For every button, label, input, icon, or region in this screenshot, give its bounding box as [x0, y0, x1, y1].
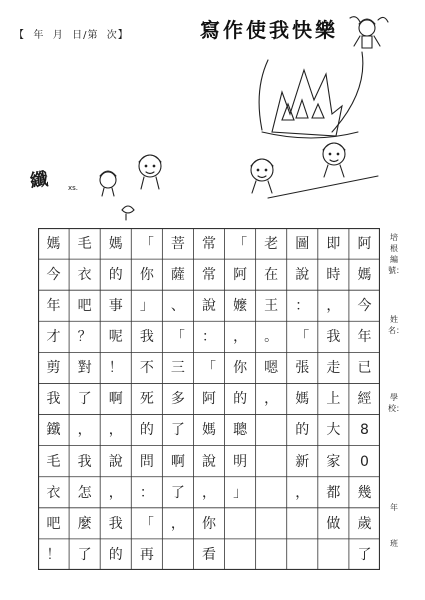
- essay-char: 的: [233, 391, 248, 408]
- essay-char: ！: [46, 546, 61, 563]
- essay-char: 剪: [46, 360, 61, 377]
- essay-char: 媽: [202, 422, 216, 439]
- doodle-arm-right: [332, 52, 363, 132]
- essay-char: 你: [202, 515, 216, 532]
- essay-char: 鐵: [46, 422, 61, 439]
- essay-char: 我: [108, 515, 123, 532]
- essay-char: 阿: [357, 236, 372, 252]
- doodle-ground-line: [268, 176, 378, 198]
- essay-char: 「: [170, 329, 185, 346]
- essay-char: 嗯: [264, 360, 279, 377]
- essay-char: 怎: [77, 484, 92, 501]
- essay-char: ，: [202, 484, 216, 501]
- essay-char: 常: [202, 236, 216, 252]
- doodle-bird: [122, 206, 134, 220]
- essay-char: 對: [77, 360, 92, 377]
- signature-nickname: 纖: [28, 168, 50, 193]
- essay-char: 菩: [170, 236, 185, 252]
- essay-char: 「: [233, 236, 248, 252]
- essay-char: 吧: [46, 515, 61, 532]
- doodle-illustration: [0, 0, 425, 230]
- doodle-face-left: [251, 159, 273, 193]
- side-label-class: 班: [390, 539, 398, 548]
- essay-column: [195, 229, 223, 571]
- essay-char: 阿: [202, 391, 216, 408]
- essay-char: 0: [359, 453, 369, 470]
- page-title: 寫作使我快樂: [200, 18, 338, 42]
- side-label-name: 姓名：: [388, 315, 404, 335]
- essay-char: 的: [295, 422, 310, 439]
- essay-char: 了: [77, 546, 92, 563]
- essay-column: [350, 229, 378, 571]
- essay-char: 、: [170, 298, 185, 315]
- essay-char: 張: [295, 360, 310, 377]
- essay-char: 王: [264, 298, 279, 315]
- essay-char: 再: [139, 546, 154, 563]
- side-label-code: 培根編號：: [388, 233, 404, 275]
- essay-column: [164, 229, 192, 540]
- essay-char: 常: [202, 267, 216, 284]
- essay-char: 的: [108, 267, 123, 284]
- essay-char: 你: [233, 360, 248, 377]
- doodle-crown: [262, 70, 358, 138]
- essay-char: ！: [108, 360, 123, 377]
- essay-char: 經: [357, 391, 372, 408]
- essay-char: 的: [139, 422, 154, 439]
- essay-char: 年: [46, 298, 61, 315]
- doodle-face-small-2: [139, 155, 161, 189]
- essay-char: 」: [233, 484, 248, 501]
- doodle-face-right: [323, 143, 345, 177]
- essay-column: [133, 229, 161, 571]
- essay-char: 多: [170, 391, 185, 408]
- essay-char: 家: [326, 453, 341, 470]
- essay-char: 了: [77, 391, 92, 408]
- signature-suffix: xs.: [68, 184, 79, 192]
- essay-char: 「: [139, 236, 154, 252]
- essay-char: 啊: [108, 391, 123, 408]
- essay-char: ，: [108, 484, 123, 501]
- essay-char: 都: [326, 484, 341, 501]
- essay-char: 說: [295, 267, 310, 284]
- essay-char: 說: [108, 453, 123, 470]
- essay-char: 媽: [295, 391, 310, 408]
- essay-char: 幾: [357, 484, 372, 501]
- essay-char: ？: [77, 329, 92, 346]
- essay-char: 了: [357, 546, 372, 563]
- essay-char: 在: [264, 267, 279, 284]
- essay-char: 老: [264, 236, 279, 252]
- essay-char: 說: [202, 453, 216, 470]
- essay-char: 走: [326, 360, 341, 377]
- essay-column: [319, 229, 347, 540]
- essay-char: 聰: [233, 422, 248, 439]
- essay-char: ：: [139, 484, 154, 501]
- essay-column: [257, 229, 285, 415]
- doodle-face-small-1: [100, 171, 116, 196]
- essay-char: 」: [139, 298, 154, 315]
- essay-char: 毛: [46, 453, 61, 470]
- essay-char: ，: [77, 422, 92, 439]
- essay-column: [71, 229, 99, 571]
- essay-char: 了: [170, 422, 185, 439]
- essay-char: 。: [264, 329, 279, 346]
- header-date-bracket: 【 年 月 日/第 次】: [14, 30, 129, 41]
- essay-char: 三: [170, 360, 185, 377]
- essay-char: 媽: [108, 236, 123, 252]
- essay-char: 啊: [170, 453, 185, 470]
- essay-char: 我: [46, 391, 61, 408]
- side-label-year: 年: [390, 503, 398, 512]
- essay-char: 我: [139, 329, 154, 346]
- doodle-arm-left: [259, 60, 268, 130]
- essay-char: ，: [233, 329, 248, 346]
- essay-column: [102, 229, 130, 571]
- essay-char: ，: [170, 515, 185, 532]
- essay-char: 衣: [46, 484, 61, 501]
- essay-char: 說: [202, 298, 216, 315]
- essay-char: 即: [326, 236, 341, 252]
- essay-char: 毛: [77, 236, 92, 252]
- essay-char: 吧: [77, 298, 92, 315]
- essay-char: 明: [233, 453, 248, 470]
- essay-char: 看: [202, 546, 216, 563]
- essay-column: [288, 229, 316, 509]
- essay-char: ，: [295, 484, 310, 501]
- essay-char: ：: [295, 298, 310, 315]
- essay-char: 8: [359, 422, 369, 439]
- essay-char: 我: [326, 329, 341, 346]
- essay-char: 的: [108, 546, 123, 563]
- essay-char: 年: [357, 329, 372, 346]
- essay-char: ，: [326, 298, 341, 315]
- essay-char: 今: [357, 298, 372, 315]
- essay-char: 新: [295, 453, 310, 470]
- side-label-school: 學校：: [388, 393, 404, 413]
- essay-char: ，: [264, 391, 279, 408]
- essay-char: 阿: [233, 267, 248, 284]
- essay-char: 大: [326, 422, 341, 439]
- essay-char: 媽: [46, 236, 61, 252]
- essay-char: 「: [139, 515, 154, 532]
- essay-char: 死: [139, 391, 154, 408]
- essay-char: 「: [202, 360, 216, 377]
- essay-char: 媽: [357, 267, 372, 284]
- essay-char: 我: [77, 453, 92, 470]
- essay-char: 才: [46, 329, 61, 346]
- essay-char: 不: [139, 360, 154, 377]
- essay-char: 「: [295, 329, 310, 346]
- essay-char: 已: [357, 360, 372, 377]
- essay-column: [226, 229, 254, 509]
- essay-char: 歲: [357, 515, 372, 532]
- essay-char: 了: [170, 484, 185, 501]
- essay-char: ：: [202, 329, 216, 346]
- essay-char: ，: [108, 422, 123, 439]
- essay-char: 你: [139, 267, 154, 284]
- essay-char: 圖: [295, 236, 310, 252]
- essay-char: 做: [326, 515, 341, 532]
- essay-char: 嬤: [233, 298, 248, 315]
- essay-char: 麼: [77, 515, 92, 532]
- essay-char: 呢: [108, 329, 123, 346]
- essay-column: [40, 229, 68, 571]
- essay-char: 薩: [170, 267, 185, 284]
- essay-char: 問: [139, 453, 154, 470]
- essay-char: 時: [326, 267, 341, 284]
- essay-char: 上: [326, 391, 341, 408]
- essay-char: 事: [108, 298, 123, 315]
- essay-char: 今: [46, 267, 61, 284]
- doodle-figure-top-right: [350, 17, 388, 48]
- writing-grid: [38, 228, 380, 570]
- essay-char: 衣: [77, 267, 92, 284]
